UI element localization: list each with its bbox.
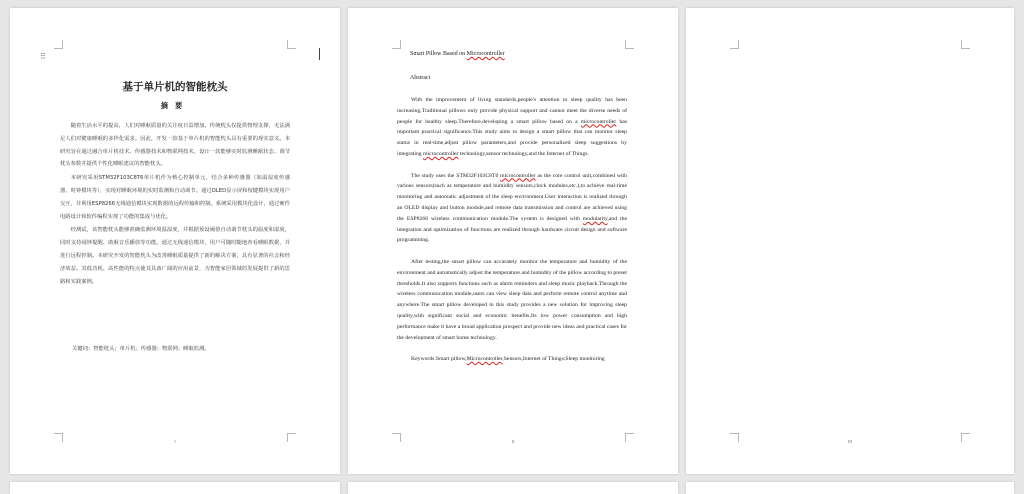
english-abstract-body[interactable] xyxy=(397,95,627,376)
page-number: II xyxy=(511,439,515,444)
paragraph xyxy=(397,95,627,160)
title-text: Smart Pillow Based on xyxy=(410,51,467,57)
chinese-abstract-body[interactable] xyxy=(60,120,290,289)
document-page-6[interactable] xyxy=(686,482,1014,494)
paragraph: 随着生活水平的提高，人们对睡眠质量的关注度日益增加。传统枕头仅提供物理支撑，无法满足人们对健康睡眠的多样化需求。因此，开发一款基于单片机的智能枕头具有重要的现实意义。本研究旨在通过融合单片机技术、传感器技术和物联网技术，设计一款能够实时监测睡眠状态、调节枕头参数并提供个性化睡眠建议的智能枕头。 xyxy=(60,123,290,168)
crop-mark xyxy=(287,40,296,49)
paragraph: 本研究采用STM32F103C8T6单片机作为核心控制单元，结合多种传感器（如温湿度传感器、时钟模块等），实现对睡眠环境的实时监测和自动调节。通过OLED显示屏和按键模块实现用户交互，并利用ESP8266无线通信模块实现数据的远程传输和控制。系统采用模块化设计，通过硬件电路设计和软件编程实现了功能的集成与优化。 xyxy=(60,175,290,220)
spellcheck-word[interactable]: Microcontroller xyxy=(466,51,505,57)
spellcheck-word[interactable]: modularity xyxy=(582,215,608,222)
document-page-3[interactable] xyxy=(686,8,1014,474)
drag-handle-icon[interactable]: ⠿ xyxy=(40,52,45,61)
page-number: III xyxy=(847,439,853,444)
document-page-2[interactable] xyxy=(348,8,678,474)
spellcheck-word[interactable]: microcontroller xyxy=(580,118,617,125)
spellcheck-word[interactable]: microcontroller xyxy=(500,172,536,179)
spellcheck-word[interactable]: microcontroller xyxy=(423,150,459,157)
chinese-title: 基于单片机的智能枕头 xyxy=(122,81,228,93)
text-run: as the core control unit,combined with various sensors(such as temperature and humidity sensors,clock modules,etc.),to achieve real-time monitoring and automatic adjustment of the sleep environment.User interaction is realized through an OLED display and button module,and remote data transmission and control are achieved using the ESP8266 wireless communication module.The system is designed with xyxy=(397,172,627,222)
crop-mark xyxy=(961,40,970,49)
text-cursor xyxy=(319,48,320,60)
text-run: has important practical significance.This study aims to design a smart pillow that can monitor sleep status in real-time,adjust pillow parameters,and provide personalized sleep suggestions by integrating xyxy=(397,118,627,157)
text-run: technology,sensor technology,and the Internet of Things. xyxy=(458,150,589,157)
paragraph: 经测试，该智能枕头能够准确监测环境温湿度，并根据预设阈值自动调节枕头的温度和湿度，同时支持闹钟提醒、助眠音乐播放等功能。通过无线通信模块，用户可随时随地查看睡眠数据，并进行远程控制。本研究开发的智能枕头为改善睡眠质量提供了新的解决方案，具有显著的社会和经济效益。其低功耗、高性能的特点使其具备广阔的应用前景，为智能家居领域的发展提供了新的思路和实践案例。 xyxy=(60,227,290,285)
crop-mark xyxy=(625,40,634,49)
paragraph xyxy=(397,171,627,247)
english-title xyxy=(410,51,505,57)
document-page-5[interactable] xyxy=(348,482,678,494)
text-run: ,Sensors,Internet of Things;Sleep monitoring xyxy=(502,356,605,363)
text-run: ,and the integration and optimization of functions are realized through hardware circuit design and software programming. xyxy=(397,215,627,244)
page-number: I xyxy=(174,439,176,444)
crop-mark xyxy=(392,40,401,49)
text-run: With the improvement of living standards,people's attention to sleep quality has been increasing.Traditional pillows only provide physical support and cannot meet the diverse needs of people for healthy sleep.Therefore,developing a smart pillow based on a xyxy=(397,97,627,125)
text-run: Keywords:Smart pillow, xyxy=(411,356,467,363)
paragraph: After testing,the smart pillow can accurately monitor the temperature and humidity of the environment and automatically adjust the temperature and humidity of the pillow according to preset thresholds.It also supports functions such as alarm reminders and sleep music playback.Through the wireless communication module,users can view sleep data and perform remote control anytime and anywhere.The smart pillow developed in this study provides a new solution for improving sleep quality,with significant social and economic benefits.Its low power consumption and high performance make it have a broad application prospect and provide new ideas and practical cases for the development of smart home technology. xyxy=(397,258,627,341)
english-abstract-heading: Abstract xyxy=(410,75,431,81)
chinese-abstract-heading: 摘要 xyxy=(160,101,190,110)
spellcheck-word[interactable]: Microcontroller xyxy=(466,356,503,363)
crop-mark xyxy=(54,40,63,49)
crop-mark xyxy=(730,40,739,49)
document-page-4[interactable] xyxy=(10,482,340,494)
english-keywords xyxy=(397,354,627,365)
document-page-1[interactable] xyxy=(10,8,340,474)
text-run: The study uses the STM32F103C8T6 xyxy=(411,172,501,179)
chinese-keywords: 关键词：智能枕头；单片机；传感器；物联网；睡眠监测。 xyxy=(72,346,210,352)
